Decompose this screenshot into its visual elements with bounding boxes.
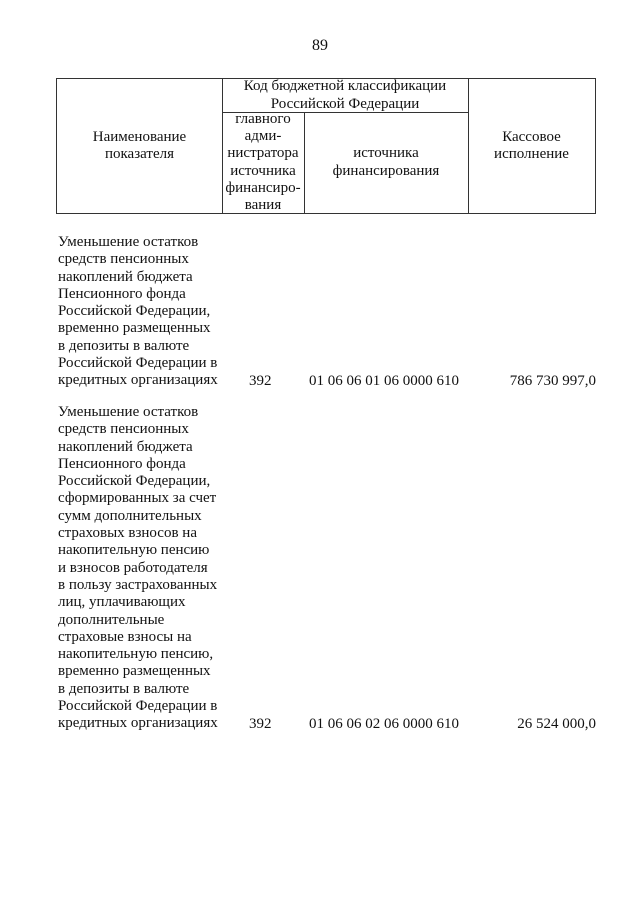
row-admin: 392 bbox=[249, 715, 272, 732]
table-row bbox=[56, 234, 596, 390]
page-number: 89 bbox=[312, 37, 328, 54]
header-admin: главного адми- нистратора источника финансиро- вания bbox=[225, 110, 301, 214]
header-code-group: Код бюджетной классификации Российской Федерации bbox=[243, 78, 447, 112]
row-amount: 786 730 997,0 bbox=[509, 372, 596, 389]
row-amount: 26 524 000,0 bbox=[517, 715, 596, 732]
row-admin: 392 bbox=[249, 372, 272, 389]
row-code: 01 06 06 02 06 0000 610 bbox=[309, 715, 459, 732]
row-name: Уменьшение остатков средств пенсионных накоплений бюджета Пенсионного фонда Российской Федерации, сформированных за счет сумм дополнительных страховых взносов на накопительную пенсию и взносов работодателя в пользу застрахованных лиц, уплачивающих дополнительные страховые взносы на накопительную пенсию, временно размещенных в депозиты в валюте Российской Федерации в кредитных организациях bbox=[58, 404, 218, 732]
row-name: Уменьшение остатков средств пенсионных накоплений бюджета Пенсионного фонда Российской Федерации, временно размещенных в депозиты в валюте Российской Федерации в кредитных организациях bbox=[58, 234, 218, 389]
table-header bbox=[56, 78, 596, 214]
header-source: источника финансирования bbox=[332, 145, 440, 179]
header-execution: Кассовое исполнение bbox=[494, 128, 569, 162]
table-row bbox=[56, 404, 596, 733]
row-code: 01 06 06 01 06 0000 610 bbox=[309, 372, 459, 389]
header-name: Наименование показателя bbox=[92, 128, 187, 162]
